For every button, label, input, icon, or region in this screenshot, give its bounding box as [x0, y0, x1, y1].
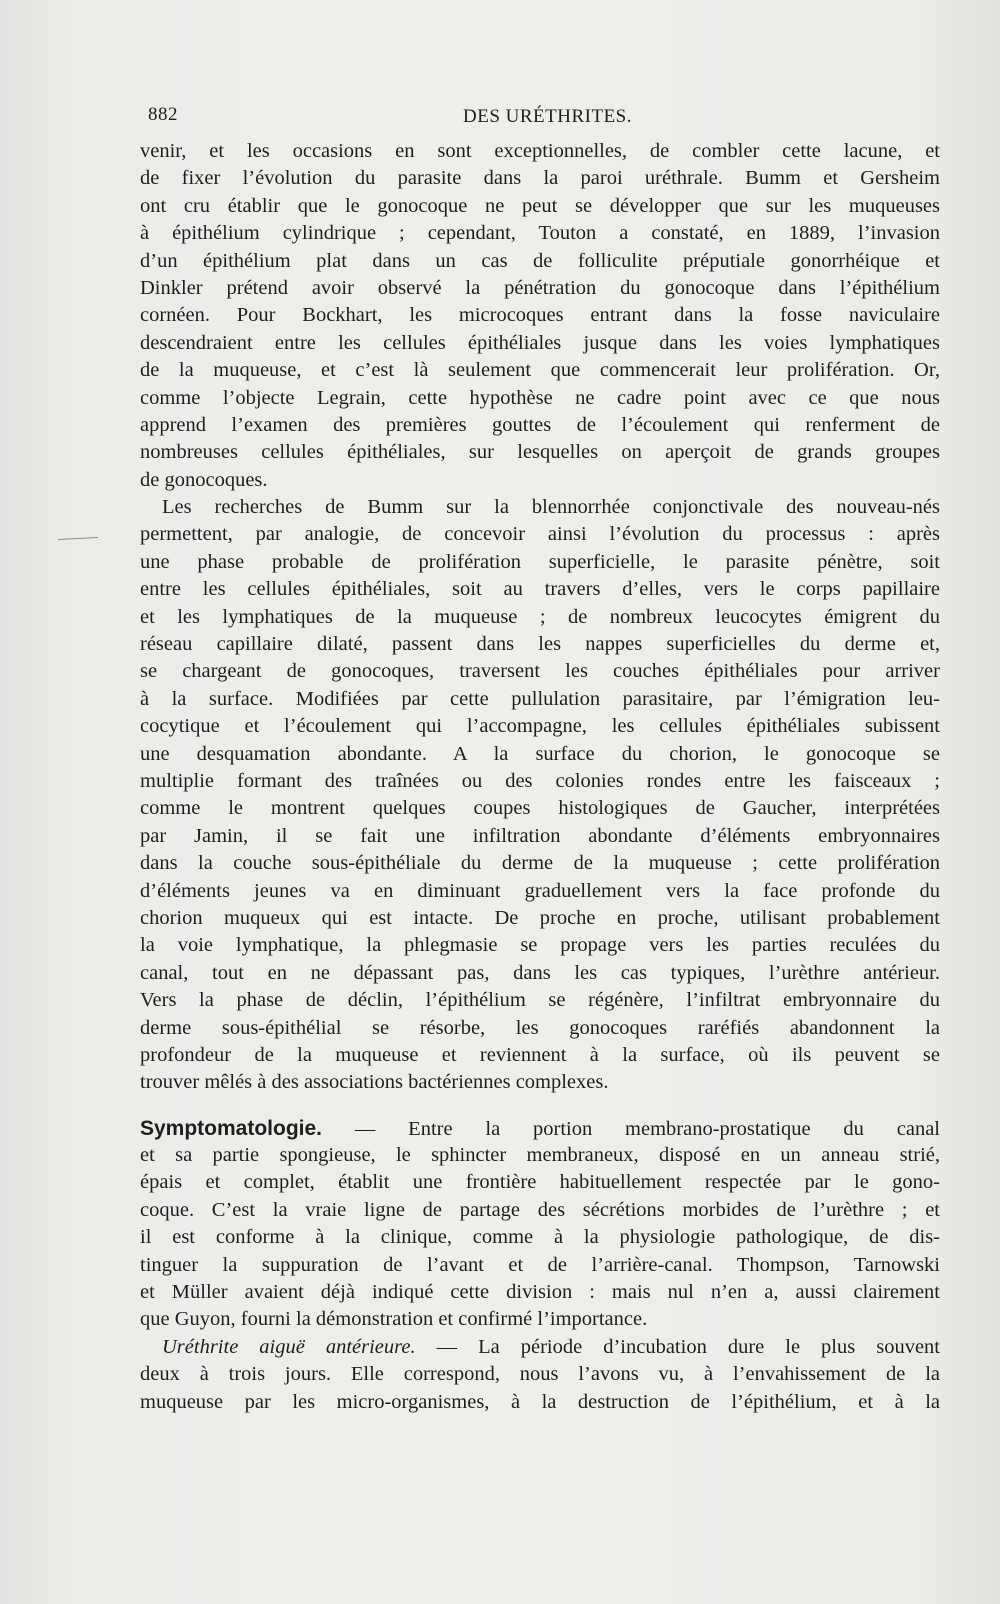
body-text	[140, 138, 940, 1416]
paragraph-2	[140, 494, 940, 1097]
text-line: dans la couche sous-épithéliale du derme de la muqueuse ; cette prolifération	[140, 852, 940, 875]
running-header	[148, 104, 918, 132]
text-line: tinguer la suppuration de l’avant et de l’arrière-canal. Thompson, Tarnowski	[140, 1253, 940, 1276]
text-line: trouver mêlés à des associations bactériennes complexes.	[140, 1071, 609, 1094]
text-line: à la surface. Modifiées par cette pullulation parasitaire, par l’émigration leu-	[140, 687, 940, 710]
text-line: apprend l’examen des premières gouttes de l’écoulement qui renferment de	[140, 413, 940, 436]
text-line: descendraient entre les cellules épithéliales jusque dans les voies lymphatiques	[140, 331, 940, 354]
text-line: une desquamation abondante. A la surface du chorion, le gonocoque se	[140, 742, 940, 765]
text-line: profondeur de la muqueuse et reviennent à la surface, où ils peuvent se	[140, 1043, 940, 1066]
text-line: entre les cellules épithéliales, soit au travers d’elles, vers le corps papillaire	[140, 578, 940, 601]
page-number: 882	[148, 104, 178, 125]
text-line: muqueuse par les micro-organismes, à la destruction de l’épithélium, et à la	[140, 1390, 940, 1413]
text-line: et sa partie spongieuse, le sphincter membraneux, disposé en un anneau strié,	[140, 1144, 940, 1167]
heading-continuation: — Entre la portion membrano-prostatique du canal	[322, 1117, 940, 1140]
text-line: comme l’objecte Legrain, cette hypothèse ne cadre point avec ce que nous	[140, 386, 940, 409]
text-line: d’un épithélium plat dans un cas de folliculite préputiale gonorrhéique et	[140, 249, 940, 272]
text-line	[140, 1334, 940, 1361]
text-line: d’éléments jeunes va en diminuant graduellement vers la face profonde du	[140, 879, 940, 902]
subsection-heading: Uréthrite aiguë antérieure.	[162, 1335, 416, 1358]
text-line: de fixer l’évolution du parasite dans la paroi uréthrale. Bumm et Gersheim	[140, 167, 940, 190]
paragraph-symptomatologie	[140, 1115, 940, 1334]
text-line: Les recherches de Bumm sur la blennorrhée conjonctivale des nouveau-nés	[162, 496, 940, 519]
text-line: coque. C’est la vraie ligne de partage des sécrétions morbides de l’urèthre ; et	[140, 1198, 940, 1221]
text-line: ont cru établir que le gonocoque ne peut se développer que sur les muqueuses	[140, 194, 940, 217]
text-line: nombreuses cellules épithéliales, sur lesquelles on aperçoit de grands groupes	[140, 441, 940, 464]
text-line: une phase probable de prolifération superficielle, le parasite pénètre, soit	[140, 550, 940, 573]
text-line: à épithélium cylindrique ; cependant, Touton a constaté, en 1889, l’invasion	[140, 222, 940, 245]
paragraph-1	[140, 138, 940, 494]
margin-pencil-mark	[58, 537, 98, 540]
paragraph-urethrite-aigue	[140, 1334, 940, 1416]
section-gap	[140, 1097, 940, 1115]
text-line: permettent, par analogie, de concevoir ainsi l’évolution du processus : après	[140, 523, 940, 546]
text-line: par Jamin, il se fait une infiltration abondante d’éléments embryonnaires	[140, 824, 940, 847]
subsection-continuation: — La période d’incubation dure le plus souvent	[415, 1335, 940, 1358]
text-line: de la muqueuse, et c’est là seulement que commencerait leur prolifération. Or,	[140, 359, 940, 382]
text-line: chorion muqueux qui est intacte. De proche en proche, utilisant probablement	[140, 906, 940, 929]
text-line: canal, tout en ne dépassant pas, dans les cas typiques, l’urèthre antérieur.	[140, 961, 940, 984]
text-line: de gonocoques.	[140, 468, 268, 491]
section-heading: Symptomatologie.	[140, 1116, 323, 1140]
text-line: que Guyon, fourni la démonstration et confirmé l’importance.	[140, 1308, 648, 1331]
text-line: il est conforme à la clinique, comme à la physiologie pathologique, de dis-	[140, 1226, 940, 1249]
text-line: deux à trois jours. Elle correspond, nous l’avons vu, à l’envahissement de la	[140, 1363, 940, 1386]
text-line: derme sous-épithélial se résorbe, les gonocoques raréfiés abandonnent la	[140, 1016, 940, 1039]
text-line: et les lymphatiques de la muqueuse ; de nombreux leucocytes émigrent du	[140, 605, 940, 628]
text-line: comme le montrent quelques coupes histologiques de Gaucher, interprétées	[140, 797, 940, 820]
text-line: se chargeant de gonocoques, traversent les couches épithéliales pour arriver	[140, 660, 940, 683]
text-line: et Müller avaient déjà indiqué cette division : mais nul n’en a, aussi clairement	[140, 1281, 940, 1304]
text-line: venir, et les occasions en sont exceptionnelles, de combler cette lacune, et	[140, 140, 940, 162]
text-line: Vers la phase de déclin, l’épithélium se régénère, l’infiltrat embryonnaire du	[140, 989, 940, 1012]
text-line: cornéen. Pour Bockhart, les microcoques entrant dans la fosse naviculaire	[140, 304, 940, 327]
running-title: DES URÉTHRITES.	[463, 106, 632, 127]
text-line	[140, 1115, 940, 1142]
text-line: épais et complet, établit une frontière habituellement respectée par le gono-	[140, 1171, 940, 1194]
text-line: Dinkler prétend avoir observé la pénétration du gonocoque dans l’épithélium	[140, 276, 940, 299]
text-line: multiplie formant des traînées ou des colonies rondes entre les faisceaux ;	[140, 769, 940, 792]
text-line: réseau capillaire dilaté, passent dans les nappes superficielles du derme et,	[140, 633, 940, 656]
text-line: la voie lymphatique, la phlegmasie se propage vers les parties reculées du	[140, 934, 940, 957]
text-line: cocytique et l’écoulement qui l’accompagne, les cellules épithéliales subissent	[140, 715, 940, 738]
